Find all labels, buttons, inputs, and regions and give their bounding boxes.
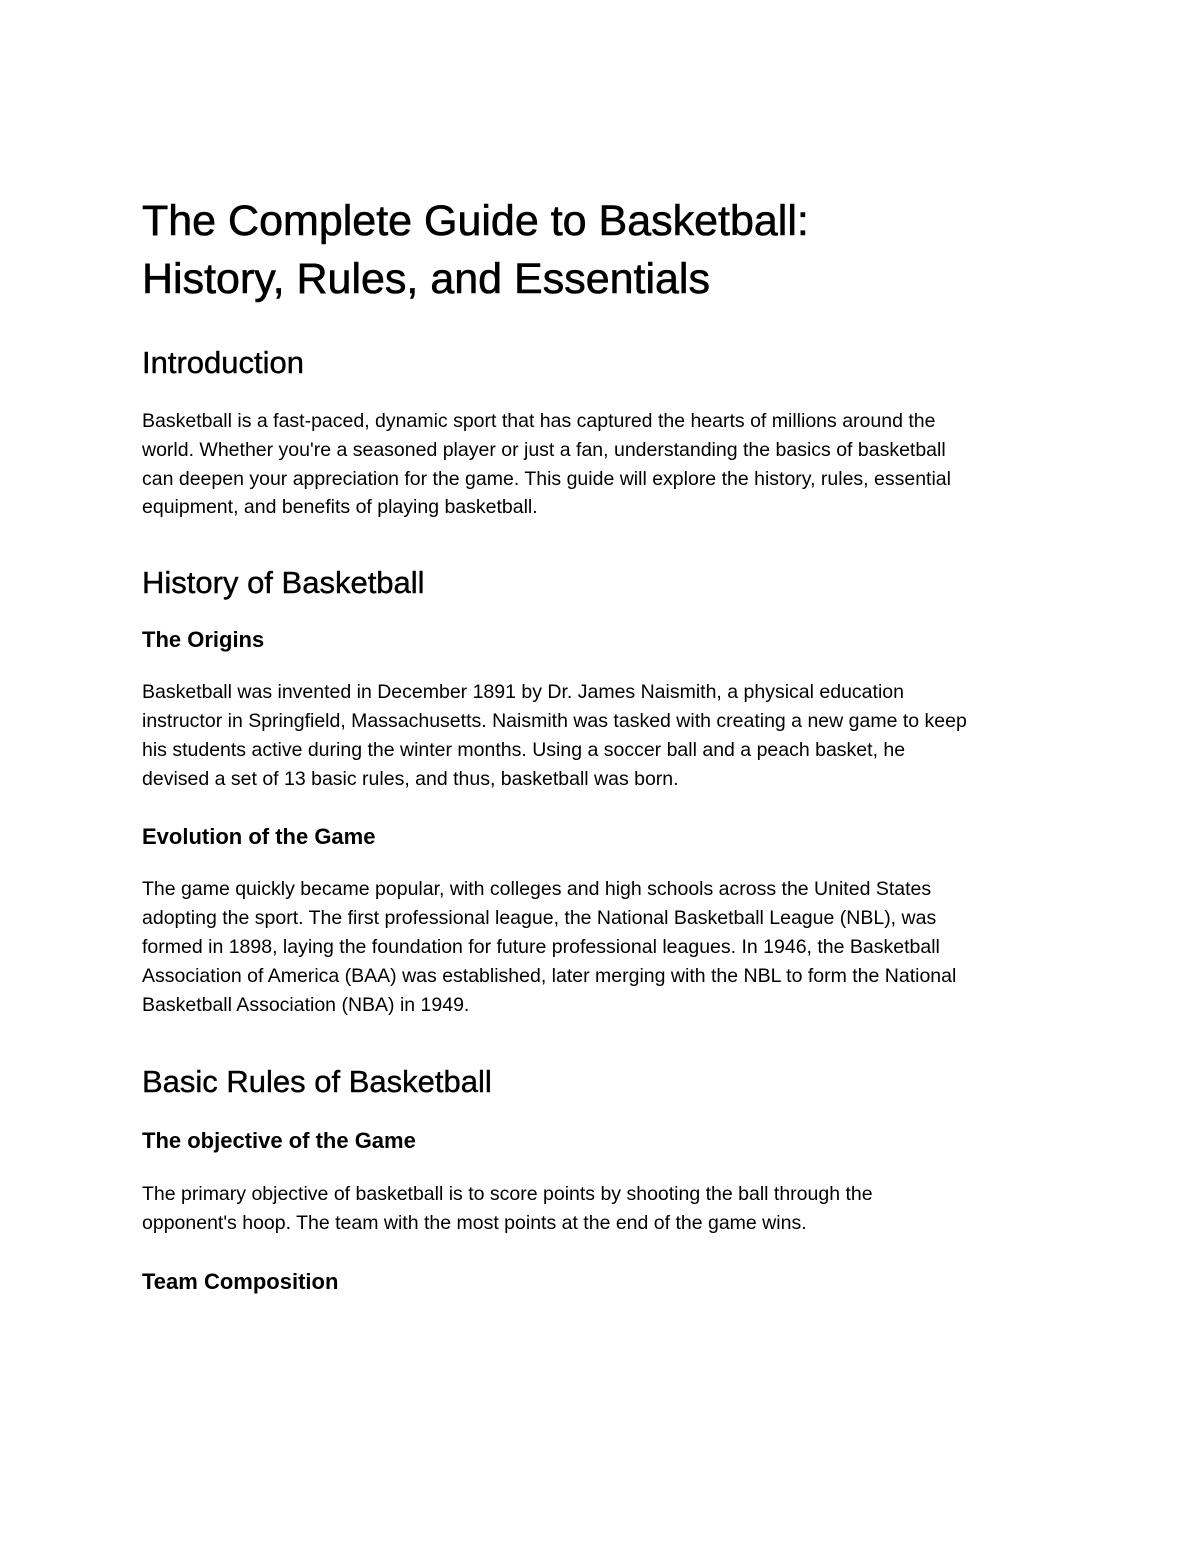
introduction-heading: Introduction bbox=[142, 345, 304, 380]
rules-heading: Basic Rules of Basketball bbox=[142, 1064, 492, 1100]
paragraph-line: equipment, and benefits of playing basketball. bbox=[142, 496, 538, 519]
evolution-paragraph bbox=[142, 875, 1062, 1019]
paragraph-line: can deepen your appreciation for the game. This guide will explore the history, rules, essential bbox=[142, 467, 951, 490]
paragraph-line: opponent's hoop. The team with the most points at the end of the game wins. bbox=[142, 1212, 807, 1235]
paragraph-line: instructor in Springfield, Massachusetts. Naismith was tasked with creating a new game to keep bbox=[142, 709, 967, 732]
paragraph-line: Basketball is a fast-paced, dynamic sport that has captured the hearts of millions around the bbox=[142, 410, 936, 432]
paragraph-line: formed in 1898, laying the foundation for future professional leagues. In 1946, the Basketball bbox=[142, 935, 940, 958]
team-composition-heading: Team Composition bbox=[142, 1268, 339, 1294]
document-title-line: History, Rules, and Essentials bbox=[142, 255, 710, 303]
objective-paragraph bbox=[142, 1180, 1062, 1238]
paragraph-line: his students active during the winter months. Using a soccer ball and a peach basket, he bbox=[142, 738, 906, 761]
introduction-paragraph bbox=[142, 407, 1062, 522]
origins-heading: The Origins bbox=[142, 627, 265, 653]
paragraph-line: devised a set of 13 basic rules, and thus, basketball was born. bbox=[142, 767, 679, 790]
origins-paragraph bbox=[142, 678, 1062, 793]
document-title bbox=[142, 192, 1062, 308]
history-heading: History of Basketball bbox=[142, 565, 425, 601]
paragraph-line: Association of America (BAA) was established, later merging with the NBL to form the National bbox=[142, 964, 957, 987]
paragraph-line: adopting the sport. The first professional league, the National Basketball League (NBL), was bbox=[142, 907, 937, 930]
paragraph-line: The primary objective of basketball is to score points by shooting the ball through the bbox=[142, 1183, 873, 1206]
paragraph-line: The game quickly became popular, with colleges and high schools across the United States bbox=[142, 878, 932, 901]
objective-heading: The objective of the Game bbox=[142, 1128, 416, 1154]
paragraph-line: world. Whether you're a seasoned player or just a fan, understanding the basics of basketball bbox=[142, 438, 946, 461]
evolution-heading: Evolution of the Game bbox=[142, 824, 376, 850]
document-page bbox=[142, 190, 1062, 1296]
paragraph-line: Basketball was invented in December 1891 by Dr. James Naismith, a physical education bbox=[142, 681, 904, 704]
paragraph-line: Basketball Association (NBA) in 1949. bbox=[142, 993, 470, 1016]
document-title-line: The Complete Guide to Basketball: bbox=[142, 197, 809, 245]
